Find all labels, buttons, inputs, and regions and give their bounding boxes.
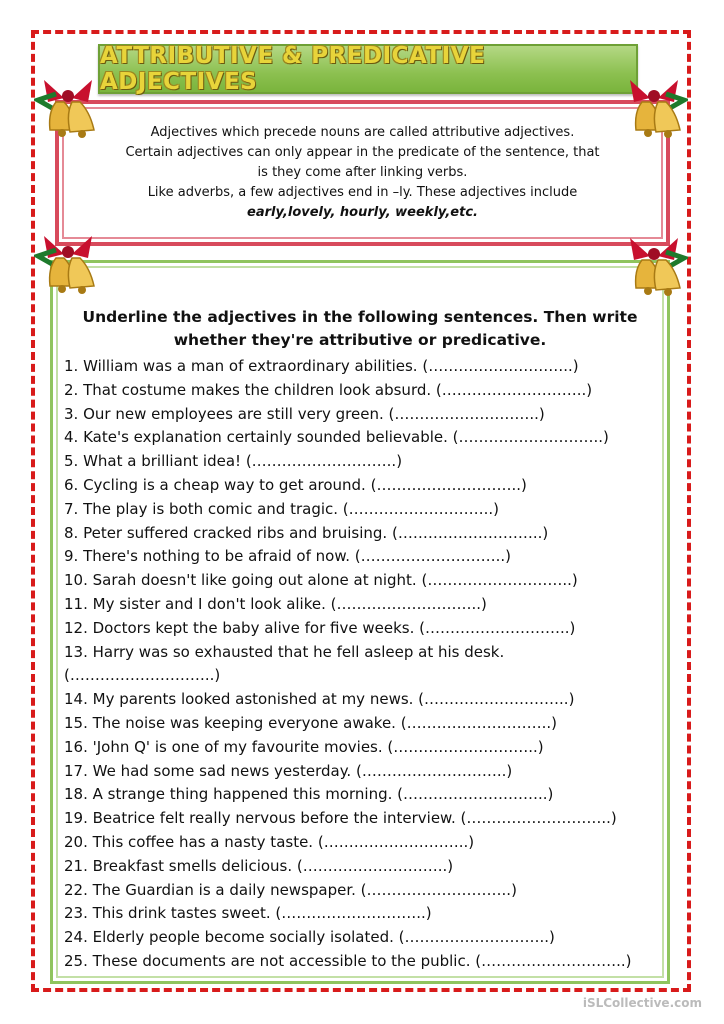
sentence-item: 10. Sarah doesn't like going out alone at night. (………………………..): [64, 571, 578, 590]
title-banner: [98, 44, 638, 94]
christmas-bells-icon: [620, 230, 688, 302]
sentence-item: 20. This coffee has a nasty taste. (………………………..): [64, 832, 475, 851]
sentence-item: 1. William was a man of extraordinary abilities. (………………………..): [64, 357, 579, 375]
sentence-item: 14. My parents looked astonished at my news. (………………………..): [64, 690, 575, 709]
sentence-item: 8. Peter suffered cracked ribs and bruising. (………………………..): [64, 523, 549, 542]
info-examples: early,lovely, hourly, weekly,etc.: [247, 205, 478, 220]
info-line-3-prefix: Like adverbs, a few adjectives end in –ly. These adjectives include: [147, 185, 578, 200]
sentence-item: 15. The noise was keeping everyone awake. (………………………..): [64, 713, 557, 732]
sentence-item: 21. Breakfast smells delicious. (………………………..): [64, 856, 454, 875]
sentence-item: 19. Beatrice felt really nervous before the interview. (………………………..): [64, 809, 617, 828]
info-box: [55, 100, 670, 246]
sentence-item: (………………………..): [64, 666, 221, 685]
sentence-item: 6. Cycling is a cheap way to get around. (………………………..): [64, 475, 527, 494]
info-line-2: Certain adjectives can only appear in the predicate of the sentence, that is they come after linking verbs.: [125, 145, 600, 180]
sentence-item: 13. Harry was so exhausted that he fell asleep at his desk.: [64, 642, 505, 661]
sentence-item: 18. A strange thing happened this morning. (………………………..): [64, 785, 554, 804]
info-line-3: [119, 183, 606, 223]
page-title: ATTRIBUTIVE & PREDICATIVE ADJECTIVES: [100, 43, 486, 95]
sentence-item: 9. There's nothing to be afraid of now. (………………………..): [64, 547, 511, 566]
sentence-item: 16. 'John Q' is one of my favourite movies. (………………………..): [64, 737, 544, 756]
sentence-item: 22. The Guardian is a daily newspaper. (………………………..): [64, 880, 517, 899]
sentence-item: 23. This drink tastes sweet. (………………………..): [64, 904, 432, 923]
christmas-bells-icon: [34, 72, 102, 144]
info-line-1: Adjectives which precede nouns are called attributive adjectives.: [150, 125, 575, 140]
christmas-bells-icon: [620, 72, 688, 144]
sentence-list: [64, 355, 664, 974]
sentence-item: 4. Kate's explanation certainly sounded believable. (………………………..): [64, 428, 609, 447]
sentence-item: 24. Elderly people become socially isolated. (………………………..): [64, 928, 555, 947]
sentence-item: 25. These documents are not accessible to the public. (………………………..): [64, 951, 632, 970]
sentence-item: 17. We had some sad news yesterday. (………………………..): [64, 761, 513, 780]
exercise-instructions: Underline the adjectives in the following sentences. Then write whether they're attributive or predicative.: [82, 308, 638, 349]
sentence-item: 3. Our new employees are still very green. (………………………..): [64, 404, 545, 423]
sentence-item: 7. The play is both comic and tragic. (………………………..): [64, 499, 500, 518]
watermark: iSLCollective.com: [582, 996, 702, 1010]
sentence-item: 11. My sister and I don't look alike. (………………………..): [64, 594, 487, 613]
sentence-item: 5. What a brilliant idea! (………………………..): [64, 452, 403, 471]
christmas-bells-icon: [34, 228, 102, 300]
sentence-item: 2. That costume makes the children look absurd. (………………………..): [64, 380, 593, 399]
sentence-item: 12. Doctors kept the baby alive for five weeks. (………………………..): [64, 618, 576, 637]
